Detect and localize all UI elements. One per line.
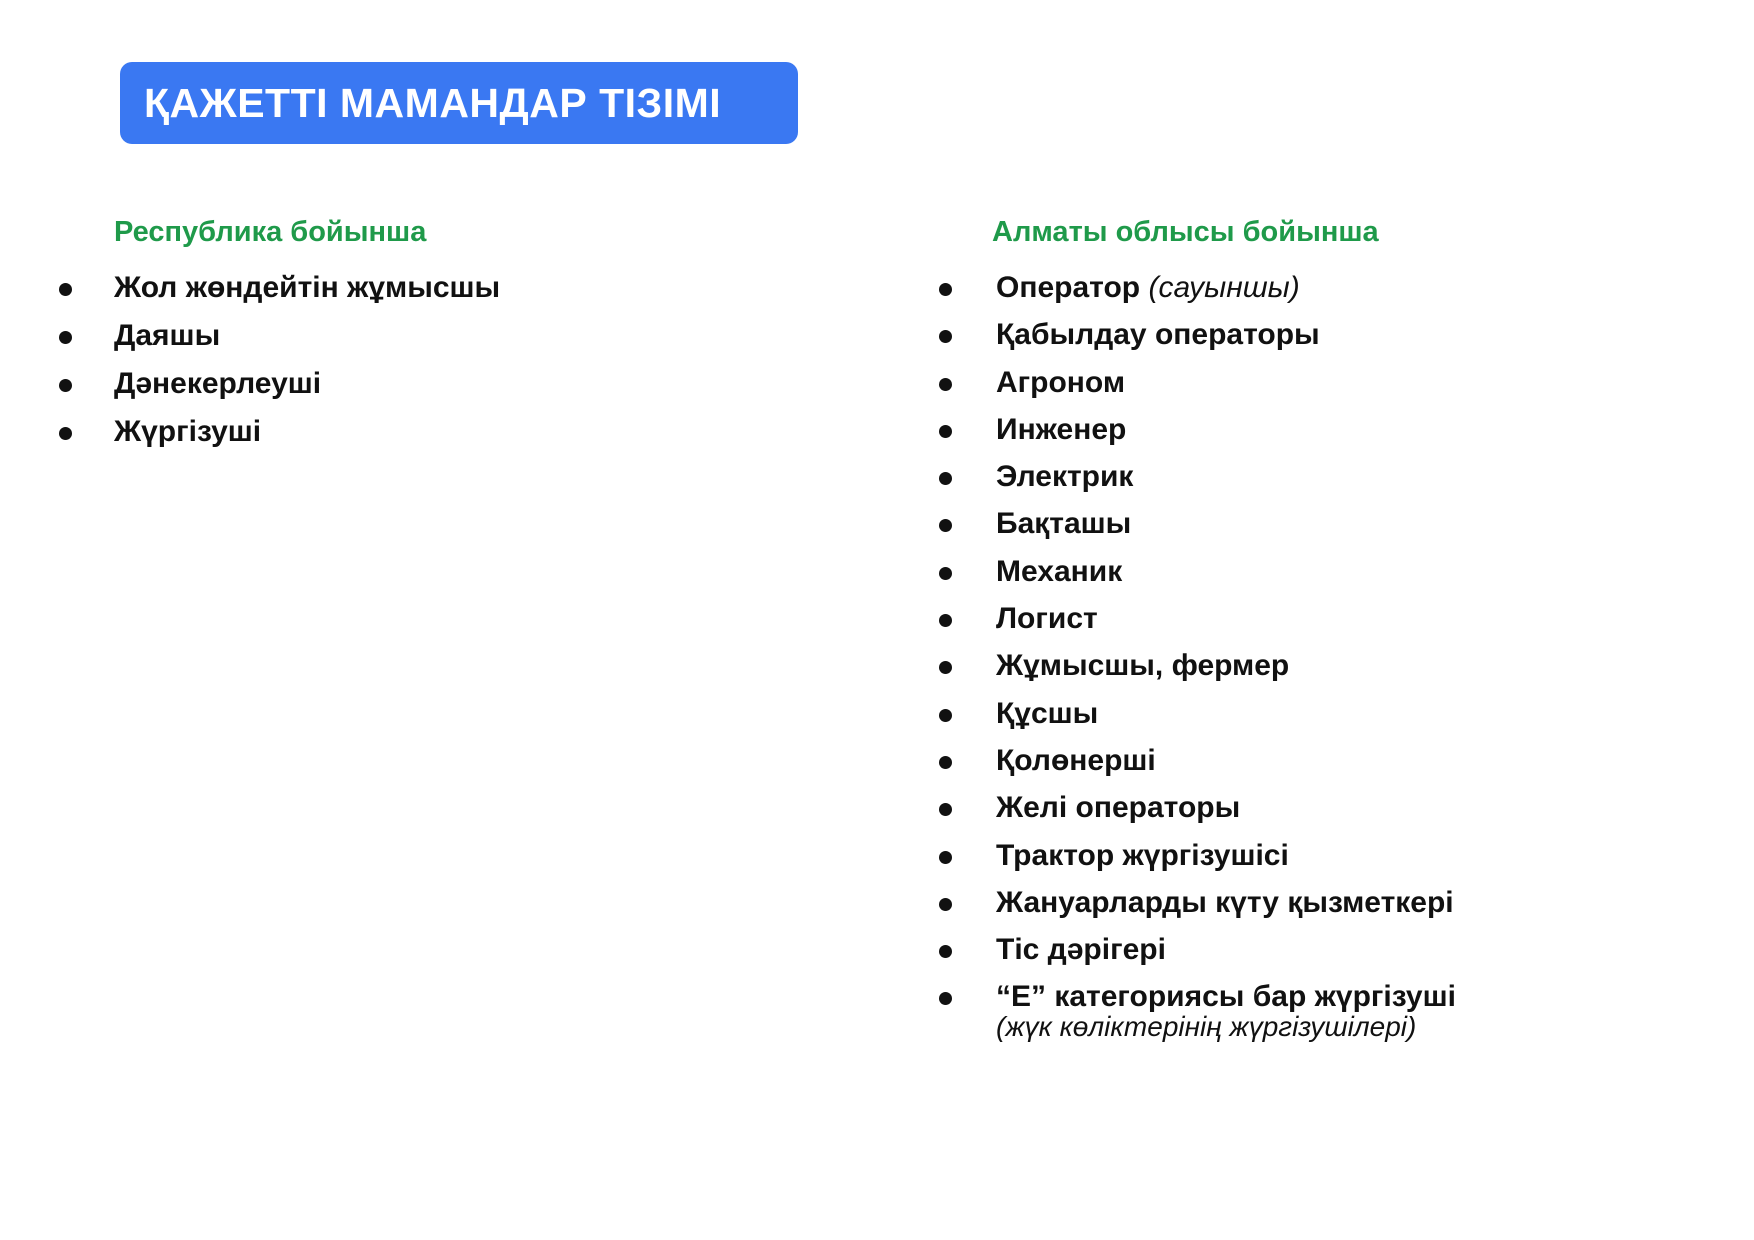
list-item-label: Даяшы (114, 319, 221, 352)
list-item-sub-note: (жүк көліктерінің жүргізушілері) (996, 1011, 1417, 1043)
list-item-label: Агроном (996, 365, 1126, 399)
bullet-icon (939, 992, 952, 1005)
bullet-icon (939, 709, 952, 722)
list-item-label: Құсшы (996, 696, 1099, 730)
list-item-label: Дәнекерлеуші (114, 367, 322, 400)
bullet-icon (59, 283, 72, 296)
bullet-icon (59, 379, 72, 392)
bullet-icon (939, 378, 952, 391)
bullet-icon (939, 330, 952, 343)
bullet-icon (939, 756, 952, 769)
bullet-icon (59, 427, 72, 440)
bullet-icon (59, 331, 72, 344)
list-item-note: (сауыншы) (1148, 271, 1300, 304)
bullet-icon (939, 472, 952, 485)
list-item-label: Трактор жүргізушісі (996, 838, 1289, 872)
bullet-icon (939, 661, 952, 674)
bullet-icon (939, 614, 952, 627)
bullet-icon (939, 567, 952, 580)
bullet-icon (939, 425, 952, 438)
list-item-label: Тіс дәрігері (996, 933, 1166, 967)
bullet-icon (939, 519, 952, 532)
list-item-label: Желі операторы (996, 791, 1241, 825)
bullet-icon (939, 851, 952, 864)
title-banner (120, 62, 798, 144)
page-title: ҚАЖЕТТІ МАМАНДАР ТІЗІМІ (144, 79, 722, 126)
bullet-icon (939, 283, 952, 296)
list-item-label: Жұмысшы, фермер (996, 649, 1290, 683)
list-item-label (996, 270, 1300, 306)
list-item-label: Бақташы (996, 507, 1132, 541)
list-item-label: Логист (996, 602, 1098, 636)
list-item-label: Қабылдау операторы (996, 318, 1320, 352)
list-item-label: Жүргізуші (114, 415, 262, 448)
list-item-label: “Е” категориясы бар жүргізуші (996, 980, 1456, 1014)
bullet-icon (939, 803, 952, 816)
bullet-icon (939, 945, 952, 958)
list-item-label: Жануарларды күту қызметкері (996, 885, 1454, 919)
list-item-label-main: Оператор (996, 271, 1141, 304)
column-heading-republic: Республика бойынша (114, 216, 427, 248)
column-heading-almaty-region: Алматы облысы бойынша (992, 216, 1379, 248)
list-item-label: Электрик (996, 460, 1134, 494)
list-item-label: Жол жөндейтін жұмысшы (114, 271, 501, 304)
list-item-label: Механик (996, 554, 1123, 588)
list-item-label: Инженер (996, 412, 1127, 446)
bullet-icon (939, 898, 952, 911)
list-item-label: Қолөнерші (996, 743, 1156, 777)
